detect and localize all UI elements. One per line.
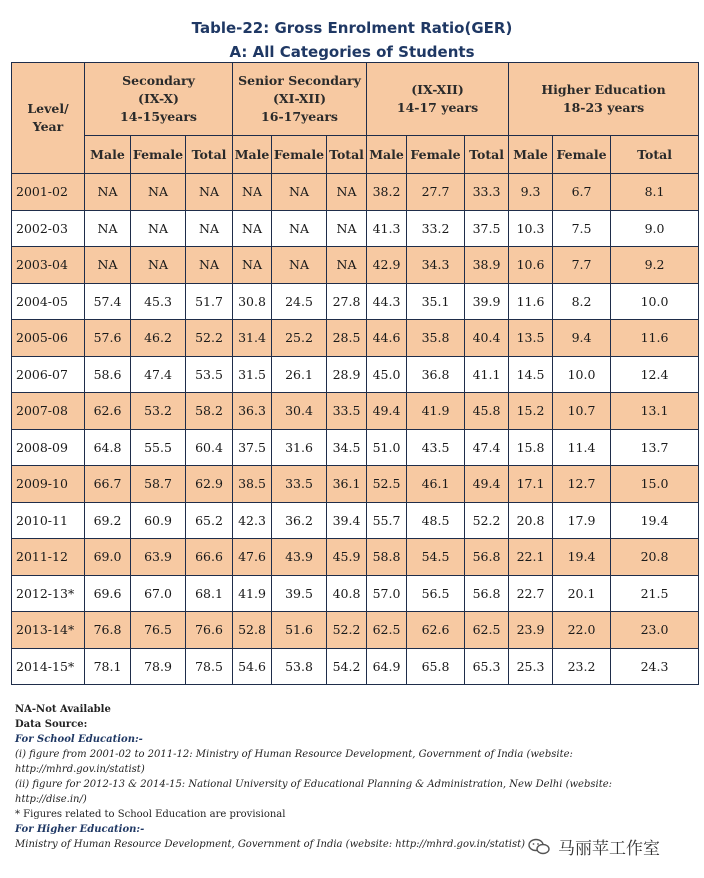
table-row — [12, 283, 699, 320]
year-cell: 2003-04 — [12, 247, 85, 284]
value-cell: 12.4 — [611, 356, 699, 393]
value-cell: 65.2 — [186, 502, 233, 539]
value-cell: 54.5 — [407, 539, 465, 576]
value-cell: 40.4 — [465, 320, 509, 357]
value-cell: 39.5 — [272, 575, 327, 612]
value-cell: NA — [327, 210, 367, 247]
value-cell: NA — [85, 247, 131, 284]
value-cell: 52.2 — [327, 612, 367, 649]
value-cell: NA — [327, 174, 367, 211]
value-cell: 78.5 — [186, 648, 233, 685]
value-cell: NA — [186, 210, 233, 247]
year-cell: 2008-09 — [12, 429, 85, 466]
value-cell: 11.6 — [509, 283, 553, 320]
year-cell: 2004-05 — [12, 283, 85, 320]
level-year-header: Level/ Year — [12, 63, 85, 174]
value-cell: 52.8 — [233, 612, 272, 649]
group-higher-education: Higher Education 18-23 years — [509, 63, 699, 136]
header-row-sub — [12, 136, 699, 174]
table-row — [12, 466, 699, 503]
value-cell: 10.0 — [611, 283, 699, 320]
value-cell: 44.3 — [367, 283, 407, 320]
value-cell: 10.0 — [553, 356, 611, 393]
value-cell: 33.3 — [465, 174, 509, 211]
value-cell: 69.0 — [85, 539, 131, 576]
value-cell: 62.6 — [407, 612, 465, 649]
value-cell: 33.2 — [407, 210, 465, 247]
value-cell: 26.1 — [272, 356, 327, 393]
value-cell: NA — [131, 210, 186, 247]
value-cell: 60.4 — [186, 429, 233, 466]
value-cell: 43.5 — [407, 429, 465, 466]
subheader-female: Female — [272, 136, 327, 174]
note-na: NA-Not Available — [15, 704, 111, 715]
value-cell: 49.4 — [367, 393, 407, 430]
table-title: Table-22: Gross Enrolment Ratio(GER) — [191, 19, 513, 37]
value-cell: NA — [272, 174, 327, 211]
value-cell: 22.1 — [509, 539, 553, 576]
value-cell: 17.1 — [509, 466, 553, 503]
value-cell: 7.7 — [553, 247, 611, 284]
value-cell: 45.9 — [327, 539, 367, 576]
value-cell: 78.1 — [85, 648, 131, 685]
value-cell: 58.7 — [131, 466, 186, 503]
value-cell: 9.3 — [509, 174, 553, 211]
value-cell: 51.6 — [272, 612, 327, 649]
value-cell: 20.8 — [509, 502, 553, 539]
subheader-male: Male — [85, 136, 131, 174]
value-cell: 19.4 — [553, 539, 611, 576]
value-cell: 58.6 — [85, 356, 131, 393]
value-cell: 41.9 — [233, 575, 272, 612]
value-cell: 11.4 — [553, 429, 611, 466]
subheader-total: Total — [465, 136, 509, 174]
value-cell: 33.5 — [327, 393, 367, 430]
subheader-male: Male — [233, 136, 272, 174]
group-secondary: Secondary (IX-X) 14-15years — [85, 63, 233, 136]
ger-table — [11, 62, 699, 685]
value-cell: 57.6 — [85, 320, 131, 357]
value-cell: 28.9 — [327, 356, 367, 393]
value-cell: NA — [272, 247, 327, 284]
value-cell: 52.2 — [465, 502, 509, 539]
value-cell: 31.6 — [272, 429, 327, 466]
value-cell: 58.2 — [186, 393, 233, 430]
value-cell: 45.3 — [131, 283, 186, 320]
year-cell: 2009-10 — [12, 466, 85, 503]
value-cell: NA — [186, 174, 233, 211]
year-cell: 2002-03 — [12, 210, 85, 247]
table-row — [12, 356, 699, 393]
value-cell: 76.8 — [85, 612, 131, 649]
table-row — [12, 502, 699, 539]
value-cell: NA — [85, 174, 131, 211]
value-cell: 17.9 — [553, 502, 611, 539]
table-row — [12, 575, 699, 612]
value-cell: 13.1 — [611, 393, 699, 430]
group-senior-secondary: Senior Secondary (XI-XII) 16-17years — [233, 63, 367, 136]
value-cell: 49.4 — [465, 466, 509, 503]
value-cell: 27.7 — [407, 174, 465, 211]
value-cell: 33.5 — [272, 466, 327, 503]
value-cell: 63.9 — [131, 539, 186, 576]
value-cell: 37.5 — [465, 210, 509, 247]
value-cell: 45.8 — [465, 393, 509, 430]
value-cell: 53.2 — [131, 393, 186, 430]
value-cell: 10.7 — [553, 393, 611, 430]
value-cell: 23.0 — [611, 612, 699, 649]
year-cell: 2007-08 — [12, 393, 85, 430]
value-cell: 66.6 — [186, 539, 233, 576]
value-cell: 62.5 — [367, 612, 407, 649]
value-cell: 38.9 — [465, 247, 509, 284]
value-cell: NA — [233, 174, 272, 211]
value-cell: 13.5 — [509, 320, 553, 357]
value-cell: 23.2 — [553, 648, 611, 685]
value-cell: 76.6 — [186, 612, 233, 649]
value-cell: 78.9 — [131, 648, 186, 685]
table-row — [12, 247, 699, 284]
value-cell: 9.2 — [611, 247, 699, 284]
subheader-female: Female — [131, 136, 186, 174]
table-row — [12, 320, 699, 357]
value-cell: 57.4 — [85, 283, 131, 320]
value-cell: NA — [131, 247, 186, 284]
value-cell: 56.8 — [465, 539, 509, 576]
value-cell: 24.3 — [611, 648, 699, 685]
note-provisional: * Figures related to School Education are provisional — [15, 809, 286, 820]
year-cell: 2010-11 — [12, 502, 85, 539]
value-cell: 9.4 — [553, 320, 611, 357]
note-higher: Ministry of Human Resource Development, Government of India (website: http://mhrd.gov.in/statist) — [15, 839, 525, 850]
value-cell: 46.2 — [131, 320, 186, 357]
value-cell: 39.9 — [465, 283, 509, 320]
notes-section — [15, 702, 704, 852]
note-ii-url: http://dise.in/) — [15, 794, 87, 805]
value-cell: 20.1 — [553, 575, 611, 612]
value-cell: 41.1 — [465, 356, 509, 393]
value-cell: NA — [131, 174, 186, 211]
value-cell: 41.9 — [407, 393, 465, 430]
year-cell: 2013-14* — [12, 612, 85, 649]
value-cell: 55.5 — [131, 429, 186, 466]
subheader-total: Total — [186, 136, 233, 174]
value-cell: 19.4 — [611, 502, 699, 539]
value-cell: 10.3 — [509, 210, 553, 247]
watermark — [528, 834, 660, 859]
table-row — [12, 648, 699, 685]
value-cell: NA — [233, 247, 272, 284]
value-cell: 15.8 — [509, 429, 553, 466]
value-cell: 69.2 — [85, 502, 131, 539]
value-cell: 57.0 — [367, 575, 407, 612]
value-cell: 39.4 — [327, 502, 367, 539]
value-cell: 56.8 — [465, 575, 509, 612]
value-cell: 38.2 — [367, 174, 407, 211]
value-cell: 10.6 — [509, 247, 553, 284]
value-cell: 65.3 — [465, 648, 509, 685]
value-cell: 41.3 — [367, 210, 407, 247]
value-cell: 15.2 — [509, 393, 553, 430]
value-cell: 20.8 — [611, 539, 699, 576]
value-cell: 68.1 — [186, 575, 233, 612]
value-cell: 62.6 — [85, 393, 131, 430]
value-cell: 31.4 — [233, 320, 272, 357]
value-cell: 51.0 — [367, 429, 407, 466]
value-cell: 52.2 — [186, 320, 233, 357]
table-row — [12, 393, 699, 430]
value-cell: 34.5 — [327, 429, 367, 466]
value-cell: 30.8 — [233, 283, 272, 320]
value-cell: NA — [186, 247, 233, 284]
table-body — [12, 174, 699, 685]
value-cell: NA — [233, 210, 272, 247]
value-cell: 11.6 — [611, 320, 699, 357]
table-row — [12, 612, 699, 649]
value-cell: 30.4 — [272, 393, 327, 430]
value-cell: 6.7 — [553, 174, 611, 211]
value-cell: 44.6 — [367, 320, 407, 357]
wechat-icon — [528, 838, 550, 856]
value-cell: 54.6 — [233, 648, 272, 685]
watermark-text: 马丽苹工作室 — [558, 839, 660, 859]
subheader-total: Total — [611, 136, 699, 174]
value-cell: 13.7 — [611, 429, 699, 466]
note-i-url: http://mhrd.gov.in/statist) — [15, 764, 145, 775]
group-ix-xii: (IX-XII) 14-17 years — [367, 63, 509, 136]
value-cell: 7.5 — [553, 210, 611, 247]
value-cell: 37.5 — [233, 429, 272, 466]
value-cell: 43.9 — [272, 539, 327, 576]
year-cell: 2005-06 — [12, 320, 85, 357]
value-cell: 42.9 — [367, 247, 407, 284]
table-row — [12, 539, 699, 576]
year-cell: 2012-13* — [12, 575, 85, 612]
value-cell: 69.6 — [85, 575, 131, 612]
value-cell: 15.0 — [611, 466, 699, 503]
table-row — [12, 429, 699, 466]
value-cell: 8.2 — [553, 283, 611, 320]
table-row — [12, 174, 699, 211]
value-cell: 46.1 — [407, 466, 465, 503]
value-cell: NA — [85, 210, 131, 247]
value-cell: 60.9 — [131, 502, 186, 539]
value-cell: 23.9 — [509, 612, 553, 649]
note-ii: (ii) figure for 2012-13 & 2014-15: National University of Educational Planning & Administration, New Delhi (website: — [15, 779, 613, 790]
subheader-female: Female — [553, 136, 611, 174]
value-cell: 25.2 — [272, 320, 327, 357]
value-cell: 64.8 — [85, 429, 131, 466]
value-cell: 38.5 — [233, 466, 272, 503]
value-cell: 65.8 — [407, 648, 465, 685]
value-cell: 22.7 — [509, 575, 553, 612]
note-higher-head: For Higher Education:- — [15, 824, 145, 835]
value-cell: 58.8 — [367, 539, 407, 576]
value-cell: 24.5 — [272, 283, 327, 320]
value-cell: 27.8 — [327, 283, 367, 320]
value-cell: 47.4 — [131, 356, 186, 393]
value-cell: 66.7 — [85, 466, 131, 503]
value-cell: 40.8 — [327, 575, 367, 612]
value-cell: 31.5 — [233, 356, 272, 393]
value-cell: 48.5 — [407, 502, 465, 539]
note-source: Data Source: — [15, 719, 88, 730]
value-cell: 53.5 — [186, 356, 233, 393]
year-cell: 2006-07 — [12, 356, 85, 393]
value-cell: 76.5 — [131, 612, 186, 649]
value-cell: 36.2 — [272, 502, 327, 539]
value-cell: 36.3 — [233, 393, 272, 430]
value-cell: 62.5 — [465, 612, 509, 649]
value-cell: 22.0 — [553, 612, 611, 649]
value-cell: 25.3 — [509, 648, 553, 685]
year-cell: 2014-15* — [12, 648, 85, 685]
value-cell: NA — [272, 210, 327, 247]
value-cell: 55.7 — [367, 502, 407, 539]
note-i: (i) figure from 2001-02 to 2011-12: Ministry of Human Resource Development, Government of India (website: — [15, 749, 573, 760]
value-cell: 51.7 — [186, 283, 233, 320]
subheader-male: Male — [509, 136, 553, 174]
value-cell: 54.2 — [327, 648, 367, 685]
value-cell: 35.8 — [407, 320, 465, 357]
value-cell: 64.9 — [367, 648, 407, 685]
value-cell: 14.5 — [509, 356, 553, 393]
subheader-total: Total — [327, 136, 367, 174]
subheader-female: Female — [407, 136, 465, 174]
value-cell: 47.4 — [465, 429, 509, 466]
table-row — [12, 210, 699, 247]
header-row-groups — [12, 63, 699, 136]
value-cell: 34.3 — [407, 247, 465, 284]
value-cell: 62.9 — [186, 466, 233, 503]
value-cell: 56.5 — [407, 575, 465, 612]
value-cell: 12.7 — [553, 466, 611, 503]
value-cell: 52.5 — [367, 466, 407, 503]
value-cell: 35.1 — [407, 283, 465, 320]
value-cell: 28.5 — [327, 320, 367, 357]
value-cell: 67.0 — [131, 575, 186, 612]
value-cell: 21.5 — [611, 575, 699, 612]
subheader-male: Male — [367, 136, 407, 174]
value-cell: 8.1 — [611, 174, 699, 211]
year-cell: 2011-12 — [12, 539, 85, 576]
value-cell: 45.0 — [367, 356, 407, 393]
value-cell: 36.8 — [407, 356, 465, 393]
year-cell: 2001-02 — [12, 174, 85, 211]
table-subtitle: A: All Categories of Students — [229, 43, 475, 61]
value-cell: NA — [327, 247, 367, 284]
value-cell: 47.6 — [233, 539, 272, 576]
value-cell: 36.1 — [327, 466, 367, 503]
note-school-head: For School Education:- — [15, 734, 143, 745]
value-cell: 53.8 — [272, 648, 327, 685]
value-cell: 42.3 — [233, 502, 272, 539]
value-cell: 9.0 — [611, 210, 699, 247]
